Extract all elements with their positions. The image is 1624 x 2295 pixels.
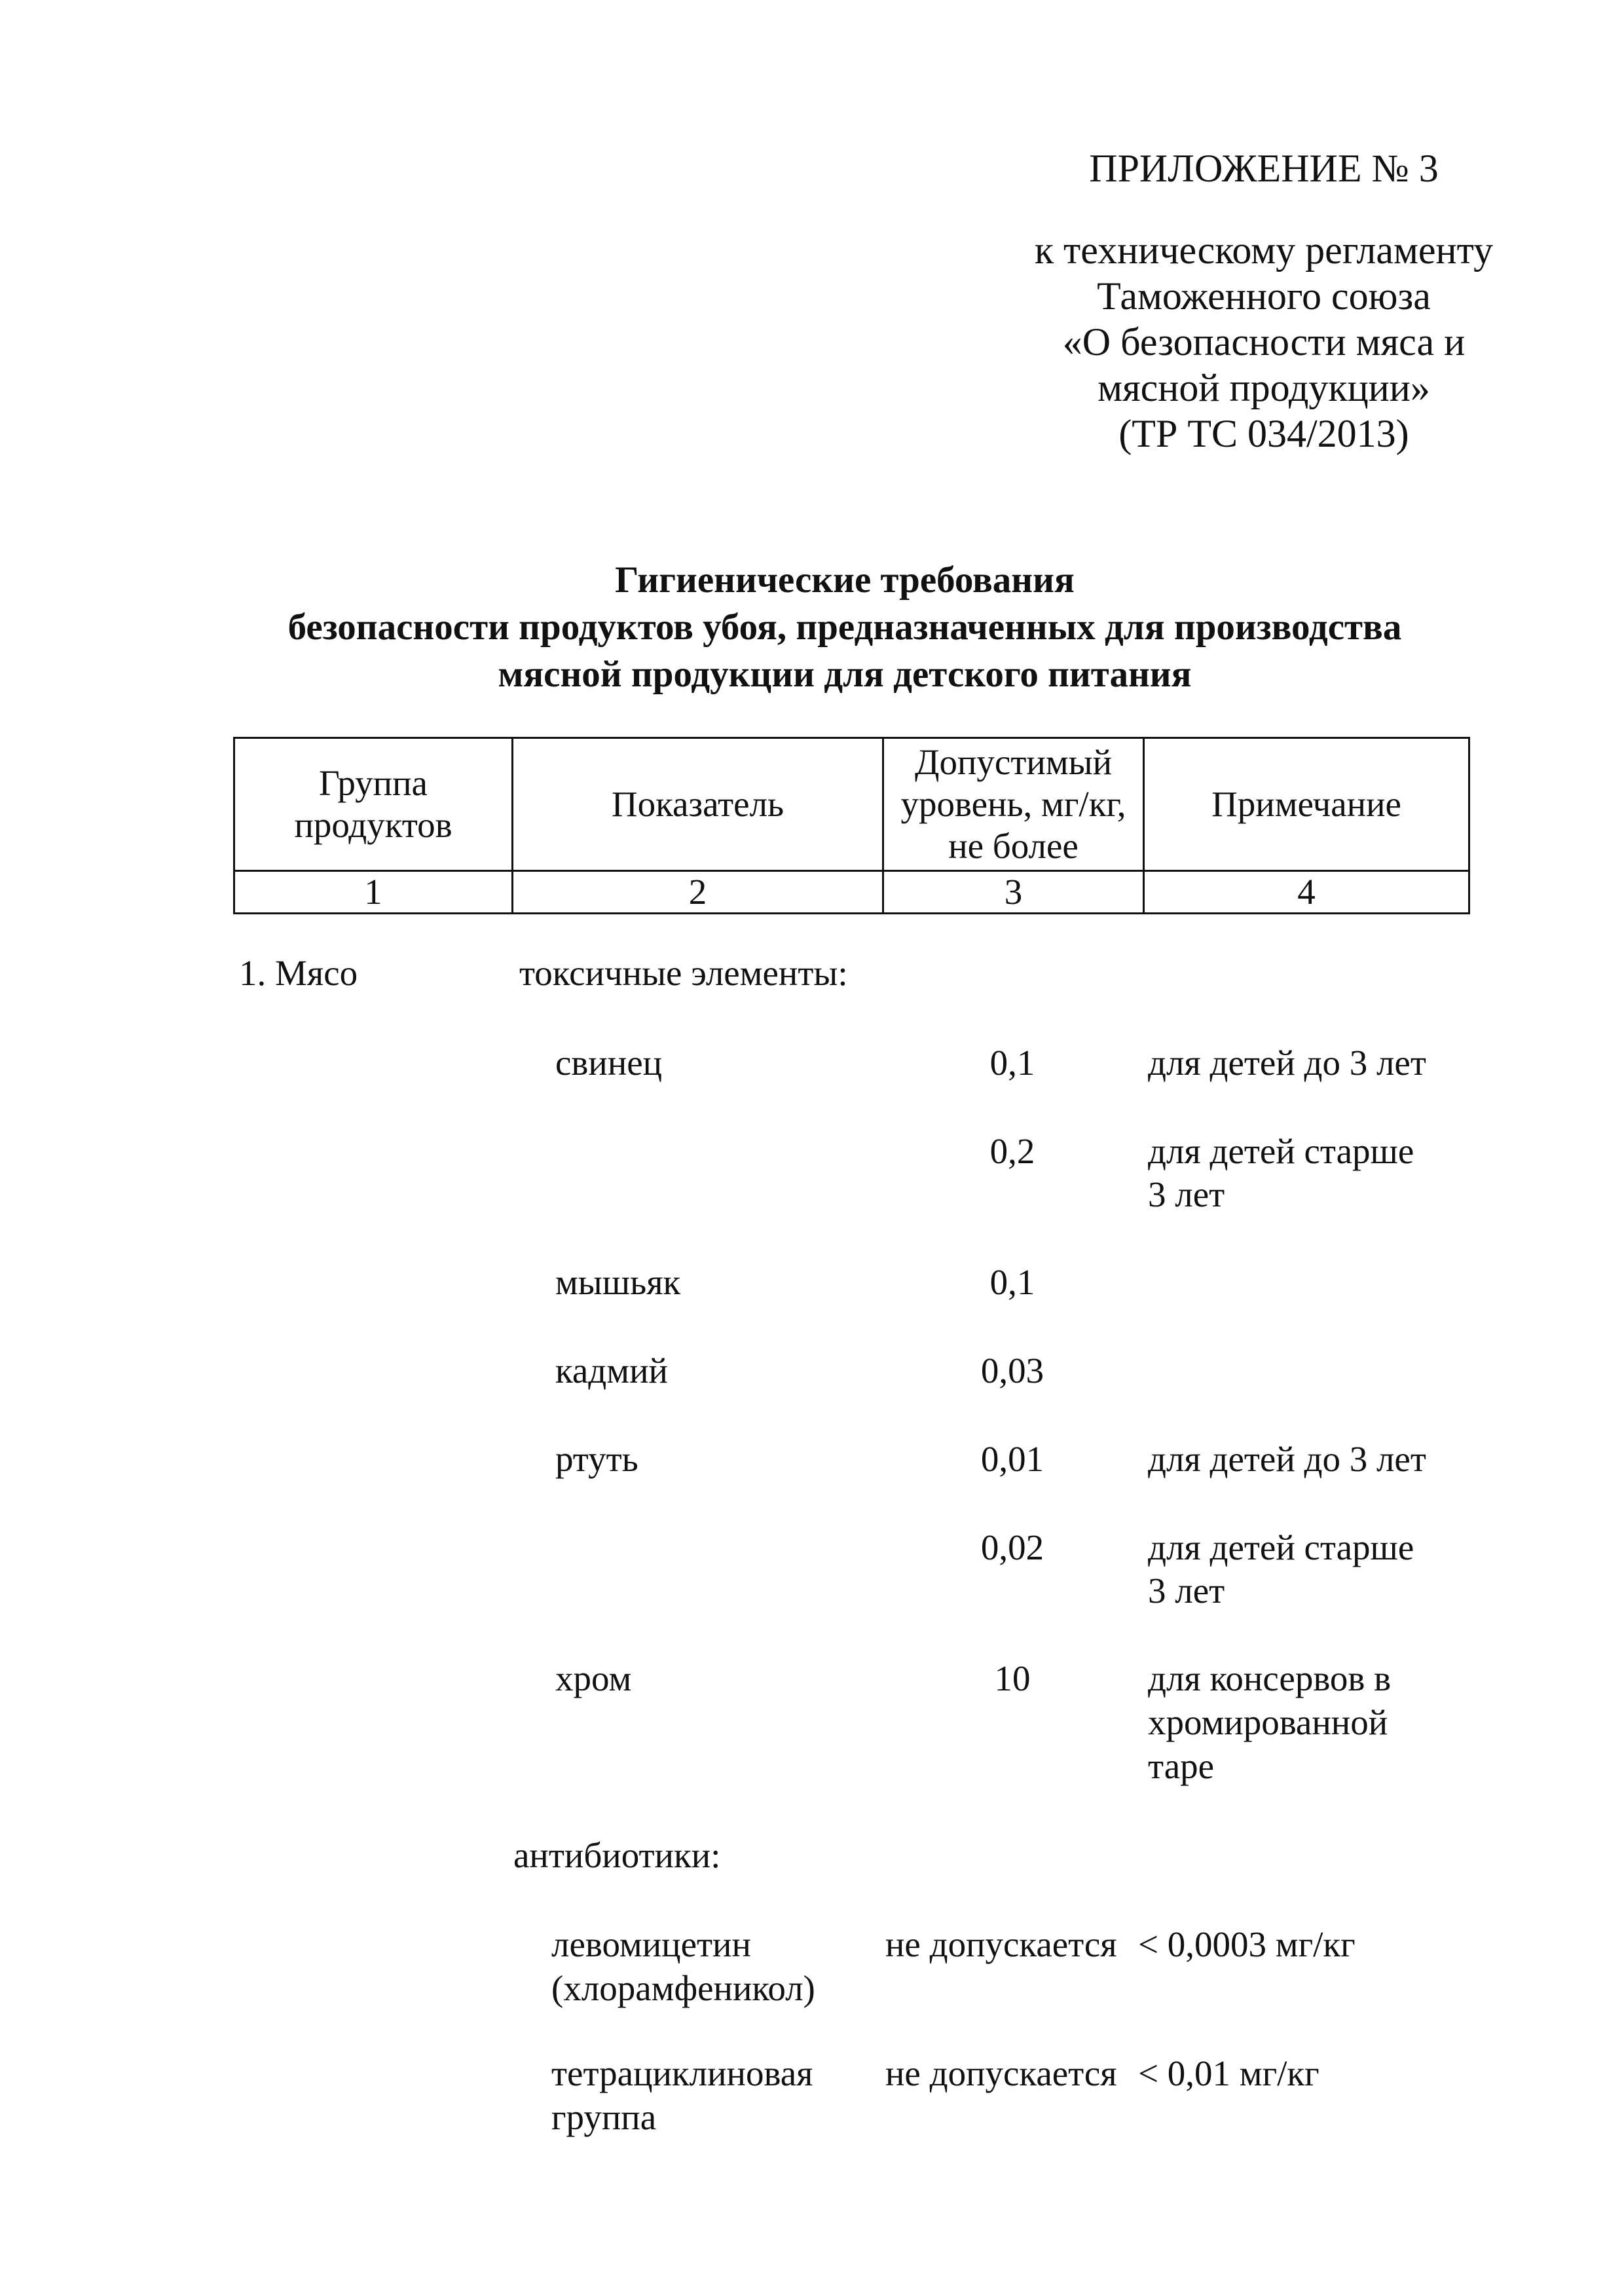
permissible-level: не допускается bbox=[885, 1924, 1117, 1964]
note: таре bbox=[1148, 1746, 1215, 1786]
appendix-line: (ТР ТС 034/2013) bbox=[1118, 412, 1409, 455]
header-text: уровень, мг/кг, bbox=[900, 784, 1126, 824]
section-heading-toxic: токсичные элементы: bbox=[519, 953, 848, 993]
header-row bbox=[234, 738, 1469, 871]
permissible-level: 0,1 bbox=[989, 1262, 1035, 1302]
title-line: мясной продукции для детского питания bbox=[498, 654, 1192, 695]
note: для детей до 3 лет bbox=[1148, 1043, 1426, 1083]
indicator-name: группа bbox=[551, 2097, 657, 2137]
permissible-level: не допускается bbox=[885, 2053, 1117, 2093]
appendix-line: Таможенного союза bbox=[1097, 274, 1431, 318]
note: 3 лет bbox=[1148, 1174, 1225, 1214]
note: 3 лет bbox=[1148, 1571, 1225, 1611]
column-number: 1 bbox=[234, 871, 513, 914]
indicator-name: левомицетин bbox=[551, 1924, 751, 1964]
note: для детей старше bbox=[1148, 1131, 1414, 1171]
header-text: Допустимый bbox=[914, 742, 1113, 782]
appendix-line: мясной продукции» bbox=[1098, 366, 1430, 409]
column-number-row bbox=[234, 871, 1469, 914]
permissible-level: 0,02 bbox=[980, 1527, 1044, 1567]
column-number: 4 bbox=[1144, 871, 1469, 914]
title-line: безопасности продуктов убоя, предназначенных для производства bbox=[287, 606, 1402, 648]
permissible-level: 0,01 bbox=[980, 1439, 1044, 1479]
header-cell-product-group bbox=[234, 738, 513, 871]
header-cell-note bbox=[1144, 738, 1469, 871]
header-cell-permissible-level bbox=[883, 738, 1144, 871]
header-text: продуктов bbox=[294, 805, 452, 845]
document-title bbox=[196, 557, 1493, 698]
header-text: Группа bbox=[319, 763, 428, 803]
indicator-name: кадмий bbox=[555, 1351, 668, 1390]
title-line: Гигиенические требования bbox=[615, 559, 1075, 601]
permissible-level: 0,03 bbox=[980, 1351, 1044, 1390]
permissible-level: 10 bbox=[994, 1658, 1031, 1698]
section-heading-antibiotics: антибиотики: bbox=[513, 1835, 721, 1875]
column-number: 3 bbox=[883, 871, 1144, 914]
header-text: Примечание bbox=[1211, 784, 1401, 824]
note: < 0,0003 мг/кг bbox=[1138, 1924, 1356, 1964]
note: < 0,01 мг/кг bbox=[1138, 2053, 1320, 2093]
appendix-heading: ПРИЛОЖЕНИЕ № 3 bbox=[1089, 147, 1439, 190]
requirements-table-header bbox=[233, 737, 1470, 914]
note: для детей старше bbox=[1148, 1527, 1414, 1567]
column-number: 2 bbox=[513, 871, 883, 914]
appendix-block bbox=[982, 145, 1545, 457]
header-text: не более bbox=[948, 826, 1079, 866]
note: хромированной bbox=[1148, 1702, 1388, 1742]
note: для консервов в bbox=[1148, 1658, 1392, 1698]
indicator-name: (хлорамфеникол) bbox=[551, 1968, 815, 2008]
indicator-name: тетрациклиновая bbox=[551, 2053, 813, 2093]
appendix-line: к техническому регламенту bbox=[1034, 229, 1494, 272]
header-cell-indicator bbox=[513, 738, 883, 871]
indicator-name: мышьяк bbox=[555, 1262, 681, 1302]
indicator-name: ртуть bbox=[555, 1439, 638, 1479]
permissible-level: 0,2 bbox=[989, 1131, 1035, 1171]
indicator-name: хром bbox=[555, 1658, 632, 1698]
appendix-line: «О безопасности мяса и bbox=[1062, 320, 1466, 364]
product-group: 1. Мясо bbox=[239, 953, 358, 993]
note: для детей до 3 лет bbox=[1148, 1439, 1426, 1479]
permissible-level: 0,1 bbox=[989, 1043, 1035, 1083]
indicator-name: свинец bbox=[555, 1043, 663, 1083]
header-text: Показатель bbox=[611, 784, 784, 824]
